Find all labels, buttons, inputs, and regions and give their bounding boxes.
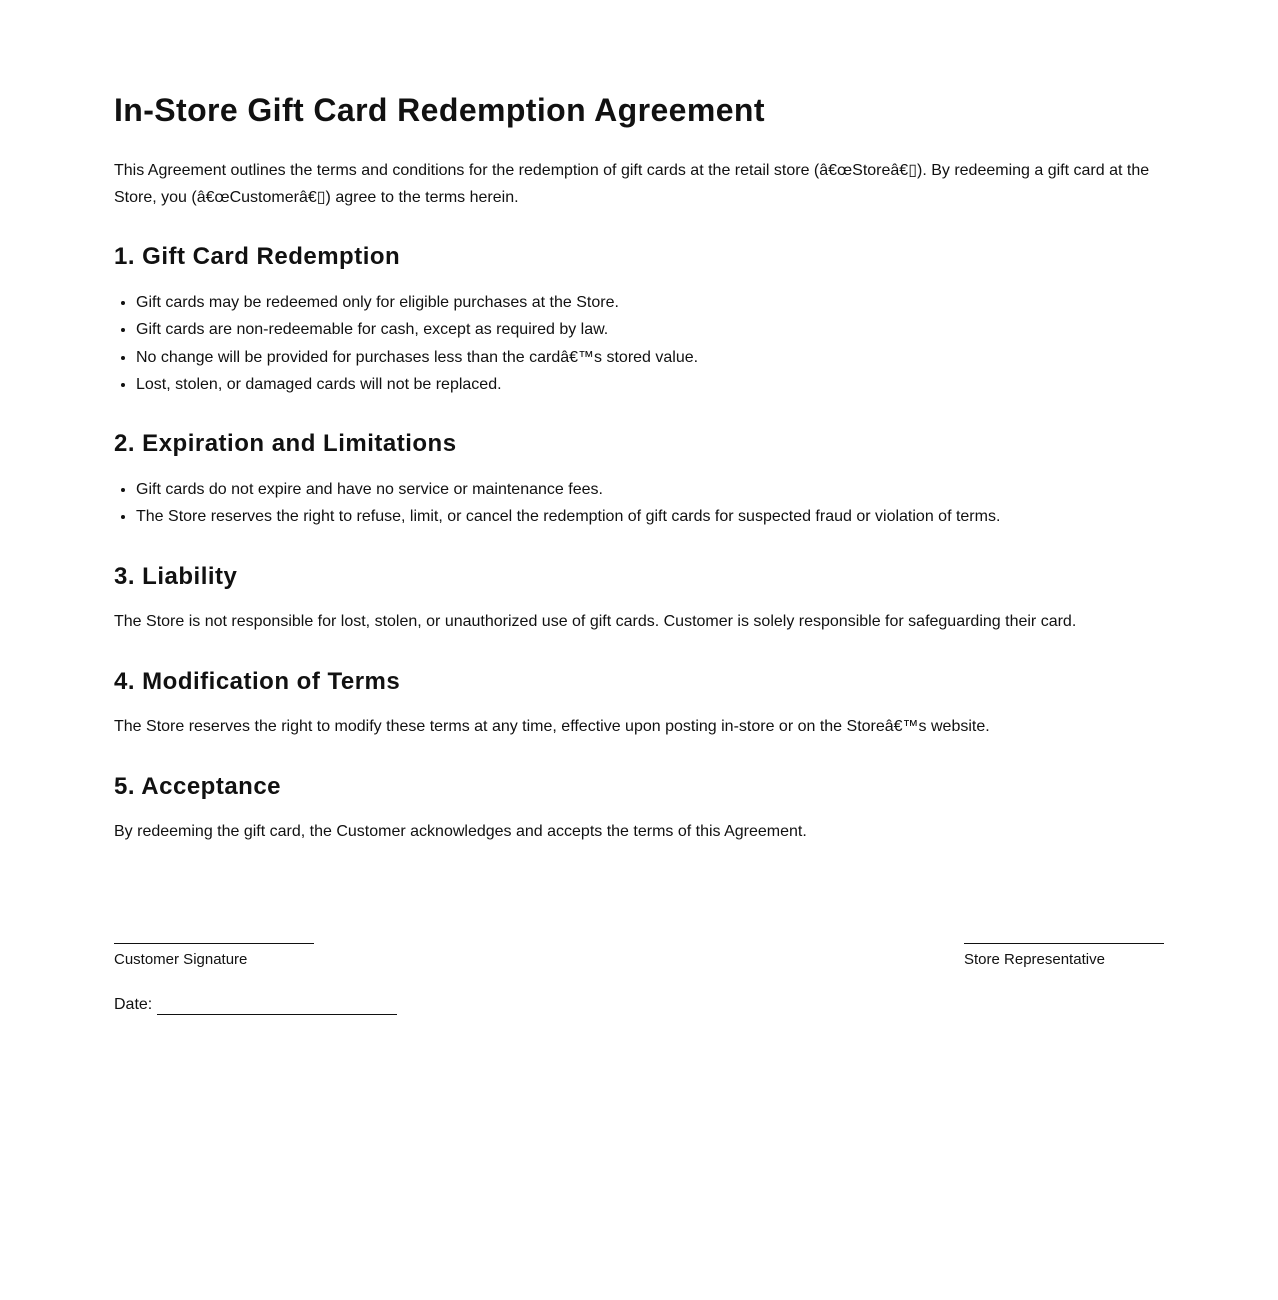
date-row <box>114 995 397 1015</box>
intro-paragraph: This Agreement outlines the terms and conditions for the redemption of gift cards at the retail store (â€œStoreâ€▯). By redeeming a gift card at the Store, you (â€œCustomerâ€▯) agree to the terms herein. <box>114 162 1150 206</box>
section-3-text: The Store is not responsible for lost, stolen, or unauthorized use of gift cards. Customer is solely responsible for safeguarding their card. <box>114 613 1077 630</box>
date-label: Date: <box>114 996 153 1013</box>
section-heading-modification: 4. Modification of Terms <box>114 668 401 695</box>
section-heading-liability: 3. Liability <box>114 563 238 590</box>
list-item: • Lost, stolen, or damaged cards will not be replaced. <box>136 371 698 398</box>
section-heading-acceptance: 5. Acceptance <box>114 773 282 800</box>
section-2-list <box>114 476 1000 531</box>
section-heading-expiration: 2. Expiration and Limitations <box>114 430 457 457</box>
store-representative-line[interactable] <box>964 943 1164 944</box>
list-item: • Gift cards may be redeemed only for eligible purchases at the Store. <box>136 289 698 316</box>
page-title: In-Store Gift Card Redemption Agreement <box>114 92 765 128</box>
list-item: • Gift cards are non-redeemable for cash, except as required by law. <box>136 316 698 343</box>
list-item: • No change will be provided for purchases less than the cardâ€™s stored value. <box>136 344 698 371</box>
section-1-list <box>114 289 698 398</box>
date-field-line[interactable] <box>157 996 397 1015</box>
section-4-text: The Store reserves the right to modify these terms at any time, effective upon posting in-store or on the Storeâ€™s website. <box>114 718 990 735</box>
store-representative-label: Store Representative <box>964 951 1105 968</box>
list-item: • The Store reserves the right to refuse, limit, or cancel the redemption of gift cards for suspected fraud or violation of terms. <box>136 503 1000 530</box>
customer-signature-line[interactable] <box>114 943 314 944</box>
list-item: • Gift cards do not expire and have no service or maintenance fees. <box>136 476 1000 503</box>
section-heading-gift-card-redemption: 1. Gift Card Redemption <box>114 243 401 270</box>
customer-signature-label: Customer Signature <box>114 951 248 968</box>
section-5-text: By redeeming the gift card, the Customer acknowledges and accepts the terms of this Agreement. <box>114 823 807 840</box>
